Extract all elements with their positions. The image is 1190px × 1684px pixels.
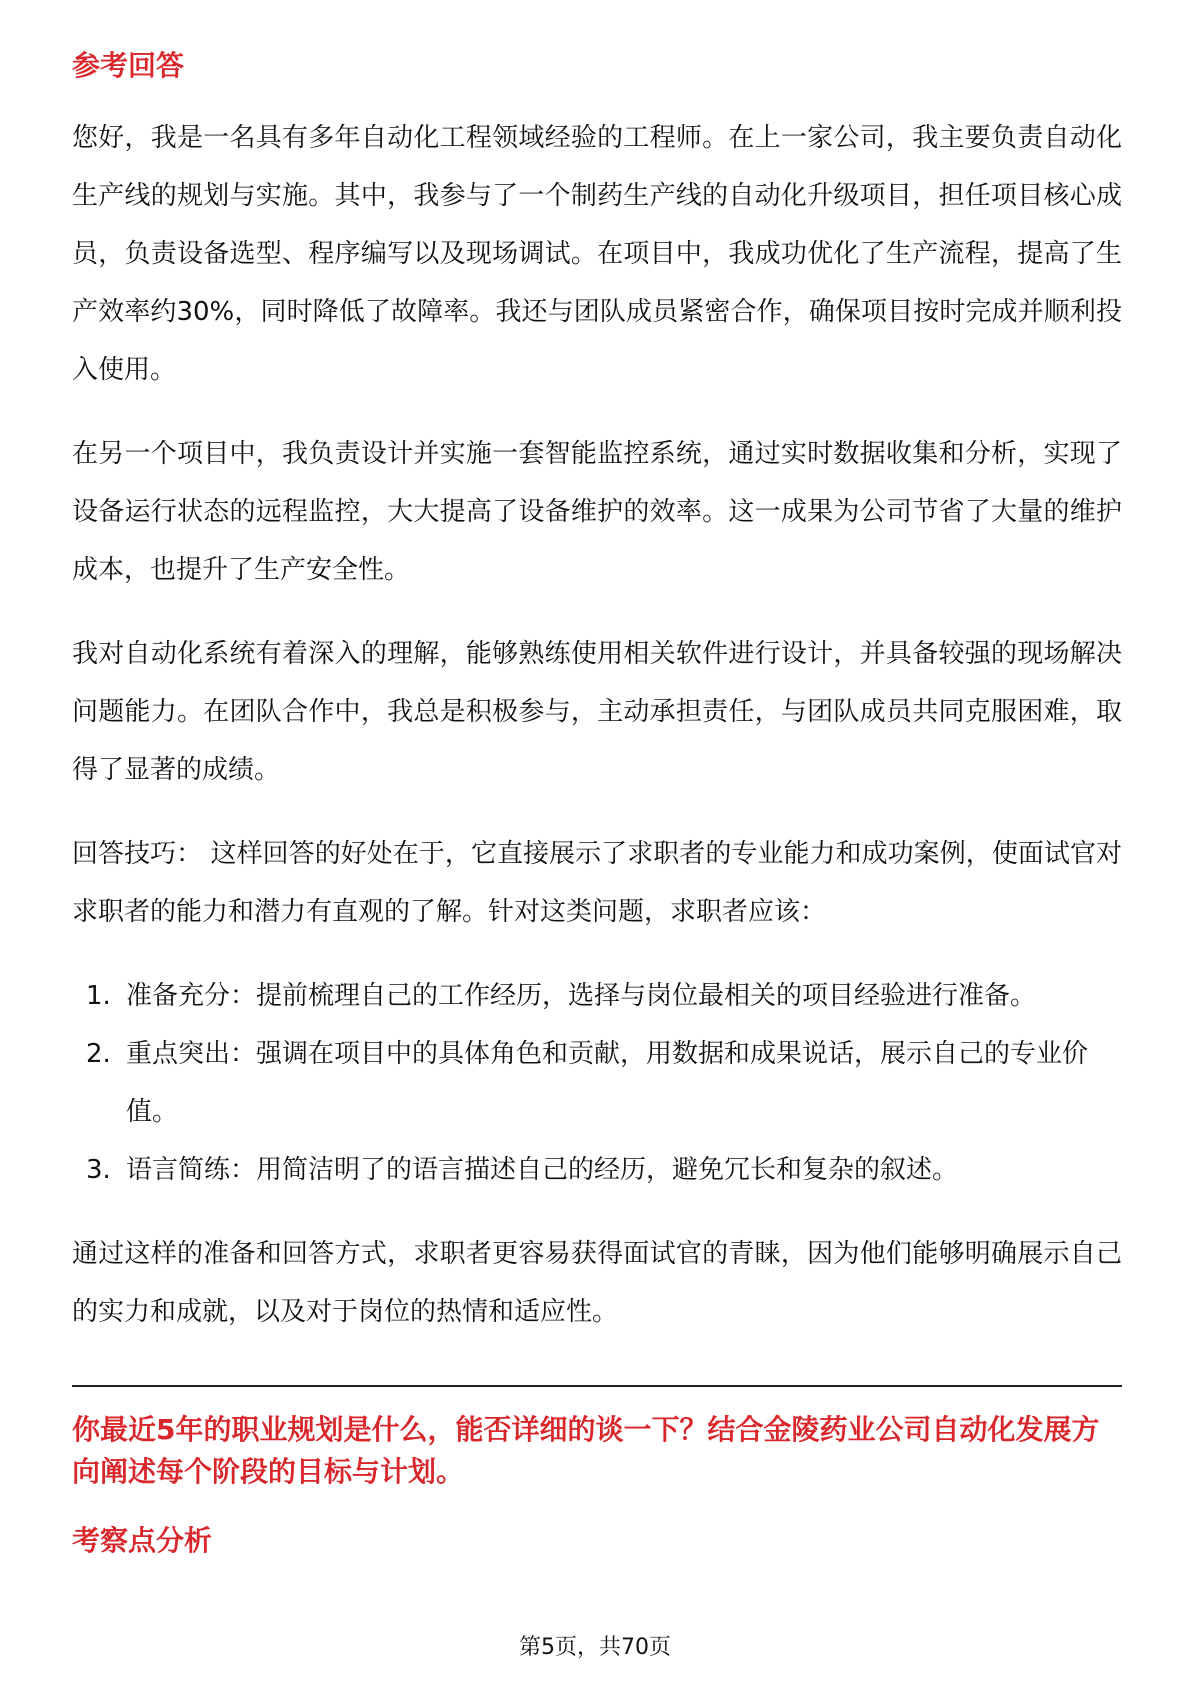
list-item-number: 2. — [86, 1039, 111, 1070]
analysis-heading: 考察点分析 — [72, 1524, 213, 1558]
answer-paragraph-3: 我对自动化系统有着深入的理解，能够熟练使用相关软件进行设计，并具备较强的现场解决问题能力。在团队合作中，我总是积极参与，主动承担责任，与团队成员共同克服困难，取得了显著的成绩。 — [72, 639, 1122, 786]
section-divider — [72, 1385, 1122, 1387]
list-item-number: 1. — [86, 981, 111, 1012]
next-question: 你最近5年的职业规划是什么，能否详细的谈一下？结合金陵药业公司自动化发展方向阐述每个阶段的目标与计划。 — [72, 1413, 1100, 1489]
answer-paragraph-2: 在另一个项目中，我负责设计并实施一套智能监控系统，通过实时数据收集和分析，实现了设备运行状态的远程监控，大大提高了设备维护的效率。这一成果为公司节省了大量的维护成本，也提升了生产安全性。 — [72, 439, 1122, 586]
answer-paragraph-1: 您好，我是一名具有多年自动化工程领域经验的工程师。在上一家公司，我主要负责自动化生产线的规划与实施。其中，我参与了一个制药生产线的自动化升级项目，担任项目核心成员，负责设备选型、程序编写以及现场调试。在项目中，我成功优化了生产流程，提高了生产效率约30%，同时降低了故障率。我还与团队成员紧密合作，确保项目按时完成并顺利投入使用。 — [72, 123, 1122, 386]
answer-tips-intro: 回答技巧： 这样回答的好处在于，它直接展示了求职者的专业能力和成功案例，使面试官对求职者的能力和潜力有直观的了解。针对这类问题，求职者应该： — [72, 839, 1122, 928]
list-item-number: 3. — [86, 1155, 111, 1186]
document-page — [72, 46, 1122, 1560]
tips-list — [72, 967, 1122, 1199]
list-item — [72, 967, 1122, 1025]
page-footer: 第5页，共70页 — [519, 1635, 671, 1660]
list-item-text: 语言简练：用简洁明了的语言描述自己的经历，避免冗长和复杂的叙述。 — [126, 1155, 959, 1186]
closing-paragraph: 通过这样的准备和回答方式，求职者更容易获得面试官的青睐，因为他们能够明确展示自己的实力和成就，以及对于岗位的热情和适应性。 — [72, 1239, 1122, 1328]
list-item — [72, 1141, 1122, 1199]
list-item-text: 重点突出：强调在项目中的具体角色和贡献，用数据和成果说话，展示自己的专业价值。 — [126, 1039, 1089, 1128]
answer-heading: 参考回答 — [72, 49, 185, 82]
list-item — [72, 1025, 1122, 1141]
list-item-text: 准备充分：提前梳理自己的工作经历，选择与岗位最相关的项目经验进行准备。 — [126, 981, 1037, 1012]
